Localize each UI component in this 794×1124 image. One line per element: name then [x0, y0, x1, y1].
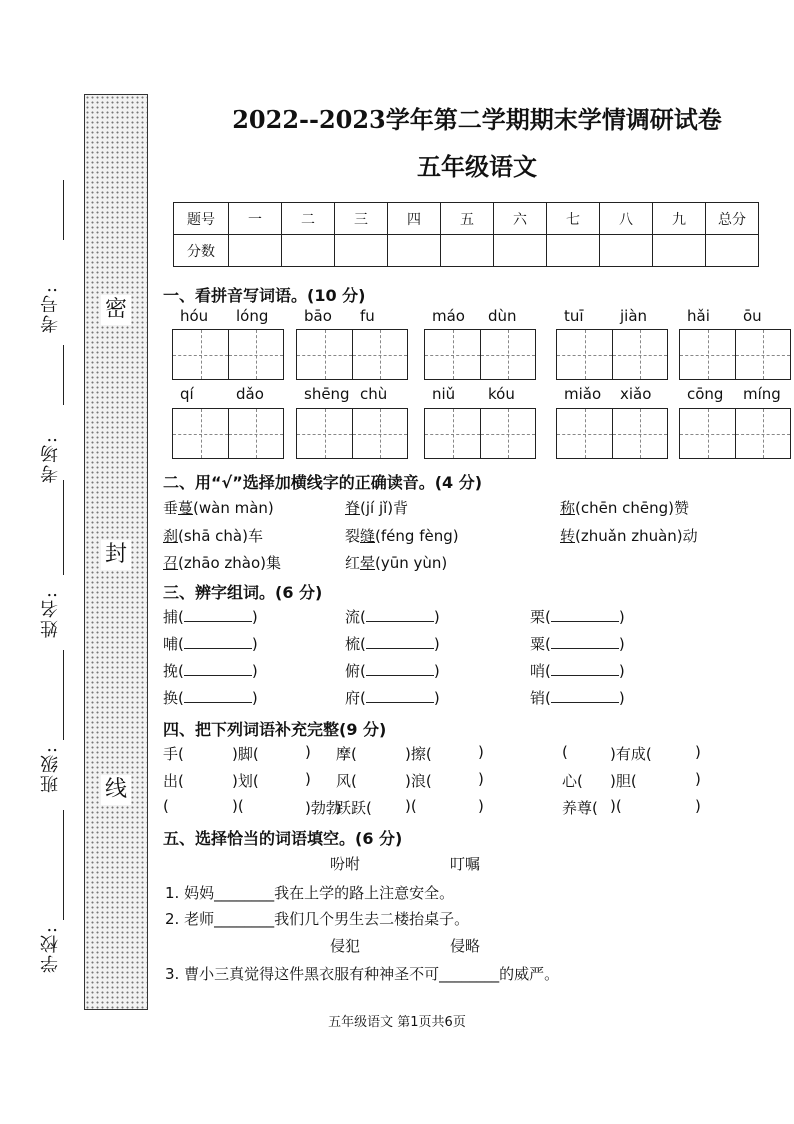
- pinyin-syllable: ōu: [743, 307, 762, 325]
- writing-cell[interactable]: [352, 409, 407, 458]
- score-cell[interactable]: [600, 235, 653, 267]
- writing-cell[interactable]: [680, 330, 735, 379]
- close-paren: ): [251, 689, 258, 707]
- pinyin-options: (jí jǐ)背: [360, 499, 409, 517]
- underlined-char: 脊: [345, 499, 361, 517]
- idiom-part[interactable]: )脚(: [232, 745, 259, 763]
- answer-blank[interactable]: [184, 607, 252, 622]
- writing-cell[interactable]: [425, 330, 480, 379]
- idiom-part[interactable]: ): [695, 797, 701, 815]
- char-label: 栗(: [530, 608, 551, 626]
- score-header-cell: 八: [600, 203, 653, 235]
- score-cell[interactable]: [441, 235, 494, 267]
- writing-cell[interactable]: [480, 409, 535, 458]
- idiom-part[interactable]: 手(: [163, 745, 184, 763]
- fill-sentence-2: 2. 老师________我们几个男生去二楼抬桌子。: [165, 910, 470, 928]
- score-header-cell: 题号: [174, 203, 229, 235]
- word-group-item[interactable]: [163, 606, 258, 627]
- idiom-part[interactable]: )(: [405, 797, 417, 815]
- writing-cell[interactable]: [425, 409, 480, 458]
- pinyin-options: (chēn chēng)赞: [575, 499, 689, 517]
- score-cell[interactable]: [388, 235, 441, 267]
- close-paren: ): [251, 608, 258, 626]
- writing-cell[interactable]: [228, 409, 283, 458]
- word-group-item[interactable]: [530, 633, 625, 654]
- pronunciation-item[interactable]: [560, 497, 689, 518]
- pinyin-syllable: qí: [180, 385, 194, 403]
- pronunciation-item[interactable]: [163, 525, 263, 546]
- binding-line: [63, 650, 64, 740]
- idiom-part[interactable]: 出(: [163, 772, 184, 790]
- pinyin-syllable: hǎi: [687, 307, 710, 325]
- pinyin-syllable: bāo: [304, 307, 332, 325]
- underlined-char: 称: [560, 499, 576, 517]
- answer-blank[interactable]: [366, 634, 434, 649]
- writing-cell[interactable]: [297, 330, 352, 379]
- page-subtitle: 五年级语文: [417, 152, 537, 181]
- score-row-label: 分数: [174, 235, 229, 267]
- word-group-item[interactable]: [345, 606, 440, 627]
- score-table: [173, 202, 759, 267]
- char-label: 挽(: [163, 662, 184, 680]
- word-group-item[interactable]: [345, 633, 440, 654]
- word-group-item[interactable]: [530, 660, 625, 681]
- score-cell[interactable]: [706, 235, 759, 267]
- score-cell[interactable]: [547, 235, 600, 267]
- pinyin-options: (wàn màn): [193, 499, 274, 517]
- word-group-item[interactable]: [163, 687, 258, 708]
- pronunciation-item[interactable]: [345, 525, 459, 546]
- score-cell[interactable]: [494, 235, 547, 267]
- pinyin-syllable: hóu: [180, 307, 209, 325]
- pinyin-syllable: cōng: [687, 385, 724, 403]
- idiom-part[interactable]: )勃勃: [305, 799, 341, 817]
- word-option: 叮嘱: [450, 855, 481, 873]
- close-paren: ): [251, 662, 258, 680]
- page-footer: 五年级语文 第1页共6页: [328, 1015, 466, 1030]
- pinyin-syllable: niǔ: [432, 385, 456, 403]
- score-cell[interactable]: [653, 235, 706, 267]
- idiom-part[interactable]: (: [163, 797, 169, 815]
- idiom-part[interactable]: ): [305, 770, 311, 788]
- pronunciation-item[interactable]: [345, 497, 408, 518]
- pinyin-options: (zhāo zhào)集: [178, 554, 281, 572]
- close-paren: ): [618, 608, 625, 626]
- answer-blank[interactable]: [184, 688, 252, 703]
- char-label: 梳(: [345, 635, 366, 653]
- writing-grid[interactable]: [556, 408, 668, 459]
- underlined-char: 召: [163, 554, 179, 572]
- writing-cell[interactable]: [173, 330, 228, 379]
- word-group-item[interactable]: [163, 633, 258, 654]
- writing-cell[interactable]: [612, 409, 667, 458]
- char-label: 府(: [345, 689, 366, 707]
- exam-number-label: 考号:: [40, 285, 61, 334]
- pinyin-syllable: xiǎo: [620, 385, 652, 403]
- underlined-char: 转: [560, 527, 576, 545]
- idiom-part[interactable]: )擦(: [405, 745, 432, 763]
- score-header-cell: 二: [282, 203, 335, 235]
- idiom-part[interactable]: ): [478, 770, 484, 788]
- writing-cell[interactable]: [735, 409, 790, 458]
- word-option: 侵犯: [330, 937, 361, 955]
- word-group-item[interactable]: [530, 606, 625, 627]
- idiom-part[interactable]: )(: [610, 797, 622, 815]
- answer-blank[interactable]: [366, 688, 434, 703]
- writing-grid[interactable]: [424, 408, 536, 459]
- char-label: 粟(: [530, 635, 551, 653]
- pronunciation-item[interactable]: [163, 497, 274, 518]
- writing-cell[interactable]: [228, 330, 283, 379]
- close-paren: ): [433, 608, 440, 626]
- writing-cell[interactable]: [297, 409, 352, 458]
- idiom-part[interactable]: )(: [232, 797, 244, 815]
- exam-room-label: 考场:: [40, 435, 61, 484]
- writing-grid[interactable]: [296, 408, 408, 459]
- writing-grid[interactable]: [172, 408, 284, 459]
- idiom-part[interactable]: 跃跃(: [336, 799, 372, 817]
- writing-cell[interactable]: [735, 330, 790, 379]
- pronunciation-item[interactable]: [345, 552, 447, 573]
- answer-blank[interactable]: [366, 607, 434, 622]
- fill-sentence-1: 1. 妈妈________我在上学的路上注意安全。: [165, 884, 455, 902]
- underlined-char: 蔓: [178, 499, 194, 517]
- score-cell[interactable]: [282, 235, 335, 267]
- name-label: 姓名:: [40, 590, 61, 639]
- word-group-item[interactable]: [345, 660, 440, 681]
- score-cell[interactable]: [335, 235, 388, 267]
- word-group-item[interactable]: [163, 660, 258, 681]
- idiom-part[interactable]: ): [305, 743, 311, 761]
- pinyin-syllable: míng: [743, 385, 781, 403]
- answer-blank[interactable]: [551, 661, 619, 676]
- idiom-part[interactable]: )浪(: [405, 772, 432, 790]
- idiom-part[interactable]: )胆(: [610, 772, 637, 790]
- char-label: 俯(: [345, 662, 366, 680]
- underlined-char: 晕: [360, 554, 376, 572]
- answer-blank[interactable]: [551, 634, 619, 649]
- score-header-cell: 五: [441, 203, 494, 235]
- idiom-part[interactable]: ): [695, 770, 701, 788]
- underlined-char: 刹: [163, 527, 179, 545]
- writing-grid[interactable]: [679, 408, 791, 459]
- page-title: 2022--2023学年第二学期期末学情调研试卷: [232, 105, 722, 134]
- pronunciation-item[interactable]: [163, 552, 281, 573]
- item-prefix: 红: [345, 554, 361, 572]
- score-header-cell: 总分: [706, 203, 759, 235]
- word-option: 吩咐: [330, 855, 361, 873]
- writing-grid[interactable]: [679, 329, 791, 380]
- section5-heading: 五、选择恰当的词语填空。(6 分): [163, 829, 403, 848]
- fill-sentence-3: 3. 曹小三真觉得这件黑衣服有种神圣不可________的威严。: [165, 965, 560, 983]
- answer-blank[interactable]: [551, 688, 619, 703]
- idiom-part[interactable]: )有成(: [610, 745, 652, 763]
- char-label: 换(: [163, 689, 184, 707]
- char-label: 流(: [345, 608, 366, 626]
- section1-heading: 一、看拼音写词语。(10 分): [163, 286, 366, 305]
- writing-grid[interactable]: [556, 329, 668, 380]
- writing-grid[interactable]: [172, 329, 284, 380]
- score-header-cell: 九: [653, 203, 706, 235]
- idiom-part[interactable]: )划(: [232, 772, 259, 790]
- pinyin-options: (féng fèng): [375, 527, 459, 545]
- seal-char-xian: 线: [101, 775, 131, 805]
- score-header-cell: 七: [547, 203, 600, 235]
- word-group-item[interactable]: [530, 687, 625, 708]
- close-paren: ): [618, 635, 625, 653]
- binding-line: [63, 480, 64, 575]
- score-header-cell: 一: [229, 203, 282, 235]
- writing-cell[interactable]: [680, 409, 735, 458]
- idiom-part[interactable]: (: [562, 743, 568, 761]
- char-label: 捕(: [163, 608, 184, 626]
- pinyin-options: (zhuǎn zhuàn)动: [575, 527, 698, 545]
- score-table-header-row: [174, 203, 759, 235]
- idiom-part[interactable]: ): [695, 743, 701, 761]
- pinyin-syllable: máo: [432, 307, 465, 325]
- char-label: 哨(: [530, 662, 551, 680]
- close-paren: ): [433, 635, 440, 653]
- writing-grid[interactable]: [424, 329, 536, 380]
- item-prefix: 裂: [345, 527, 361, 545]
- close-paren: ): [618, 689, 625, 707]
- word-option: 侵略: [450, 937, 481, 955]
- answer-blank[interactable]: [551, 607, 619, 622]
- pronunciation-item[interactable]: [560, 525, 698, 546]
- section3-heading: 三、辨字组词。(6 分): [163, 583, 323, 602]
- idiom-part[interactable]: 养尊(: [562, 799, 598, 817]
- writing-cell[interactable]: [480, 330, 535, 379]
- seal-char-feng: 封: [101, 540, 131, 570]
- school-label: 学校:: [40, 925, 61, 974]
- writing-cell[interactable]: [557, 330, 612, 379]
- pinyin-syllable: fu: [360, 307, 375, 325]
- section2-heading: 二、用“√”选择加横线字的正确读音。(4 分): [163, 473, 483, 492]
- idiom-part[interactable]: ): [478, 743, 484, 761]
- idiom-part[interactable]: 摩(: [336, 745, 357, 763]
- pinyin-syllable: dǎo: [236, 385, 264, 403]
- writing-cell[interactable]: [173, 409, 228, 458]
- score-header-cell: 三: [335, 203, 388, 235]
- binding-line: [63, 810, 64, 920]
- score-cell[interactable]: [229, 235, 282, 267]
- binding-line: [63, 345, 64, 405]
- idiom-part[interactable]: 心(: [562, 772, 583, 790]
- char-label: 哺(: [163, 635, 184, 653]
- score-header-cell: 六: [494, 203, 547, 235]
- underlined-char: 缝: [360, 527, 376, 545]
- writing-grid[interactable]: [296, 329, 408, 380]
- close-paren: ): [618, 662, 625, 680]
- pinyin-syllable: dùn: [488, 307, 517, 325]
- close-paren: ): [433, 662, 440, 680]
- pinyin-options: (yūn yùn): [375, 554, 448, 572]
- class-label: 班级:: [40, 745, 61, 794]
- pinyin-syllable: kóu: [488, 385, 515, 403]
- writing-cell[interactable]: [352, 330, 407, 379]
- close-paren: ): [433, 689, 440, 707]
- idiom-part[interactable]: 风(: [336, 772, 357, 790]
- binding-line: [63, 180, 64, 240]
- pinyin-syllable: chù: [360, 385, 388, 403]
- answer-blank[interactable]: [184, 661, 252, 676]
- seal-char-mi: 密: [101, 295, 131, 325]
- pinyin-options: (shā chà)车: [178, 527, 263, 545]
- word-group-item[interactable]: [345, 687, 440, 708]
- pinyin-syllable: jiàn: [620, 307, 648, 325]
- char-label: 销(: [530, 689, 551, 707]
- section4-heading: 四、把下列词语补充完整(9 分): [163, 720, 387, 739]
- pinyin-syllable: miǎo: [564, 385, 602, 403]
- writing-cell[interactable]: [557, 409, 612, 458]
- idiom-part[interactable]: ): [478, 797, 484, 815]
- pinyin-syllable: tuī: [564, 307, 584, 325]
- score-table-score-row: [174, 235, 759, 267]
- answer-blank[interactable]: [366, 661, 434, 676]
- score-header-cell: 四: [388, 203, 441, 235]
- writing-cell[interactable]: [612, 330, 667, 379]
- answer-blank[interactable]: [184, 634, 252, 649]
- pinyin-syllable: shēng: [304, 385, 350, 403]
- pinyin-syllable: lóng: [236, 307, 269, 325]
- item-prefix: 垂: [163, 499, 179, 517]
- close-paren: ): [251, 635, 258, 653]
